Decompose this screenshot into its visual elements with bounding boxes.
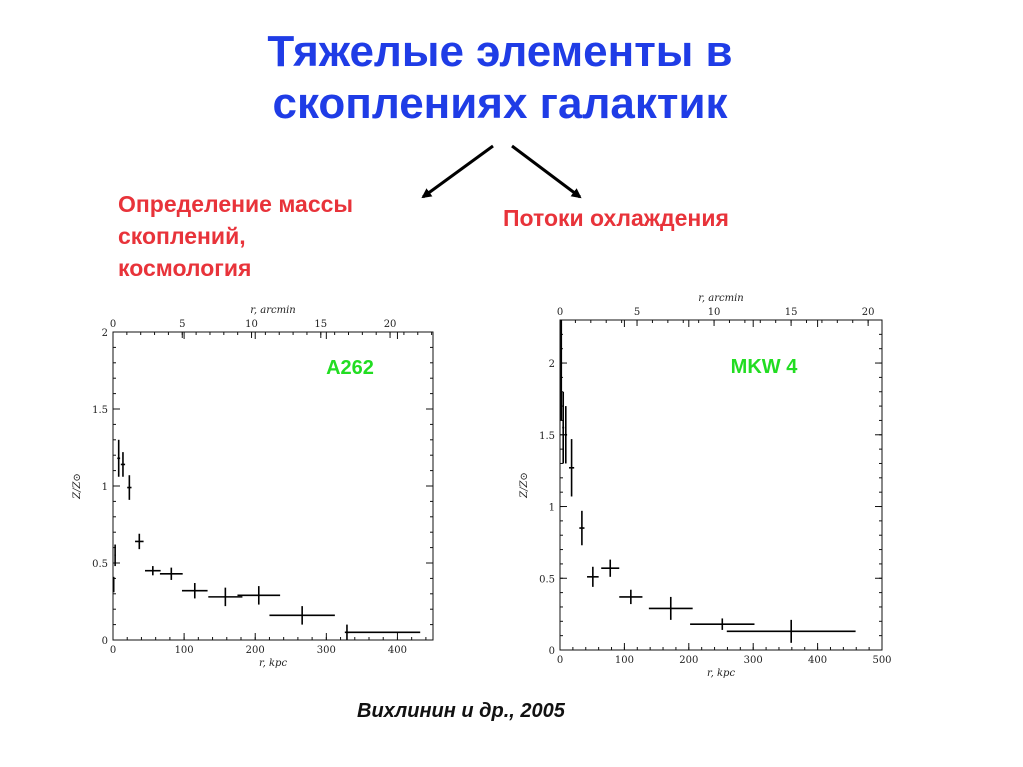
y-axis-label: Z/Z⊙ <box>72 473 83 499</box>
x2-tick-label: 5 <box>179 319 186 330</box>
x-tick-label: 300 <box>316 645 336 656</box>
x2-axis-label: r, arcmin <box>698 293 744 304</box>
citation: Вихлинин и др., 2005 <box>357 700 565 722</box>
x-tick-label: 400 <box>387 645 407 656</box>
x-tick-label: 0 <box>556 655 564 666</box>
data-point <box>727 620 856 643</box>
y-tick-label: 1.5 <box>539 430 555 442</box>
chart-name-label: A262 <box>326 357 374 379</box>
x2-tick-label: 20 <box>383 319 397 330</box>
x2-tick-label: 15 <box>314 319 328 330</box>
title-line-2: скоплениях галактик <box>272 79 728 128</box>
x-axis-label: r, kpc <box>258 658 288 669</box>
data-point <box>619 590 642 604</box>
y-tick-label: 2 <box>101 328 108 339</box>
data-point <box>690 618 754 629</box>
plot-frame <box>560 320 882 650</box>
x2-tick-label: 15 <box>784 307 798 318</box>
subtitle-left-line-2: скоплений, <box>118 223 246 249</box>
y-axis-label: Z/Z⊙ <box>519 472 530 498</box>
x2-tick-label: 10 <box>707 307 721 318</box>
data-point <box>562 392 564 464</box>
data-point <box>565 406 568 463</box>
x-tick-label: 500 <box>872 655 892 666</box>
x-tick-label: 100 <box>174 645 194 656</box>
x2-axis-label: r, arcmin <box>250 305 296 316</box>
x-tick-label: 100 <box>614 655 634 666</box>
y-tick-label: 1 <box>548 502 555 514</box>
y-tick-label: 2 <box>548 359 555 371</box>
data-point <box>561 320 562 420</box>
chart-name-label: MKW 4 <box>730 356 798 378</box>
x2-tick-label: 0 <box>109 319 117 330</box>
y-tick-label: 1.5 <box>92 405 108 416</box>
x-tick-label: 400 <box>808 655 828 666</box>
x2-tick-label: 20 <box>861 307 875 318</box>
x-axis-label: r, kpc <box>706 668 736 679</box>
subtitle-left-line-1: Определение массы <box>118 191 354 217</box>
x2-tick-label: 5 <box>633 307 641 318</box>
y-tick-label: 0 <box>101 636 108 647</box>
x-tick-label: 300 <box>743 655 763 666</box>
x2-tick-label: 0 <box>556 307 564 318</box>
y-tick-label: 0.5 <box>539 574 555 586</box>
subtitle-cooling-flows: Потоки охлаждения <box>503 205 729 231</box>
data-point <box>649 597 693 620</box>
data-point <box>569 439 574 496</box>
x-tick-label: 200 <box>679 655 699 666</box>
subtitle-left-line-3: космология <box>118 255 252 281</box>
title-line-1: Тяжелые элементы в <box>267 27 733 76</box>
y-tick-label: 1 <box>101 482 108 493</box>
x2-tick-label: 10 <box>245 319 258 330</box>
y-tick-label: 0 <box>548 646 555 657</box>
x-tick-label: 0 <box>109 645 117 656</box>
y-tick-label: 0.5 <box>92 559 108 570</box>
x-tick-label: 200 <box>245 645 265 656</box>
data-point <box>601 560 619 577</box>
data-point <box>579 511 584 545</box>
data-point <box>587 567 599 587</box>
